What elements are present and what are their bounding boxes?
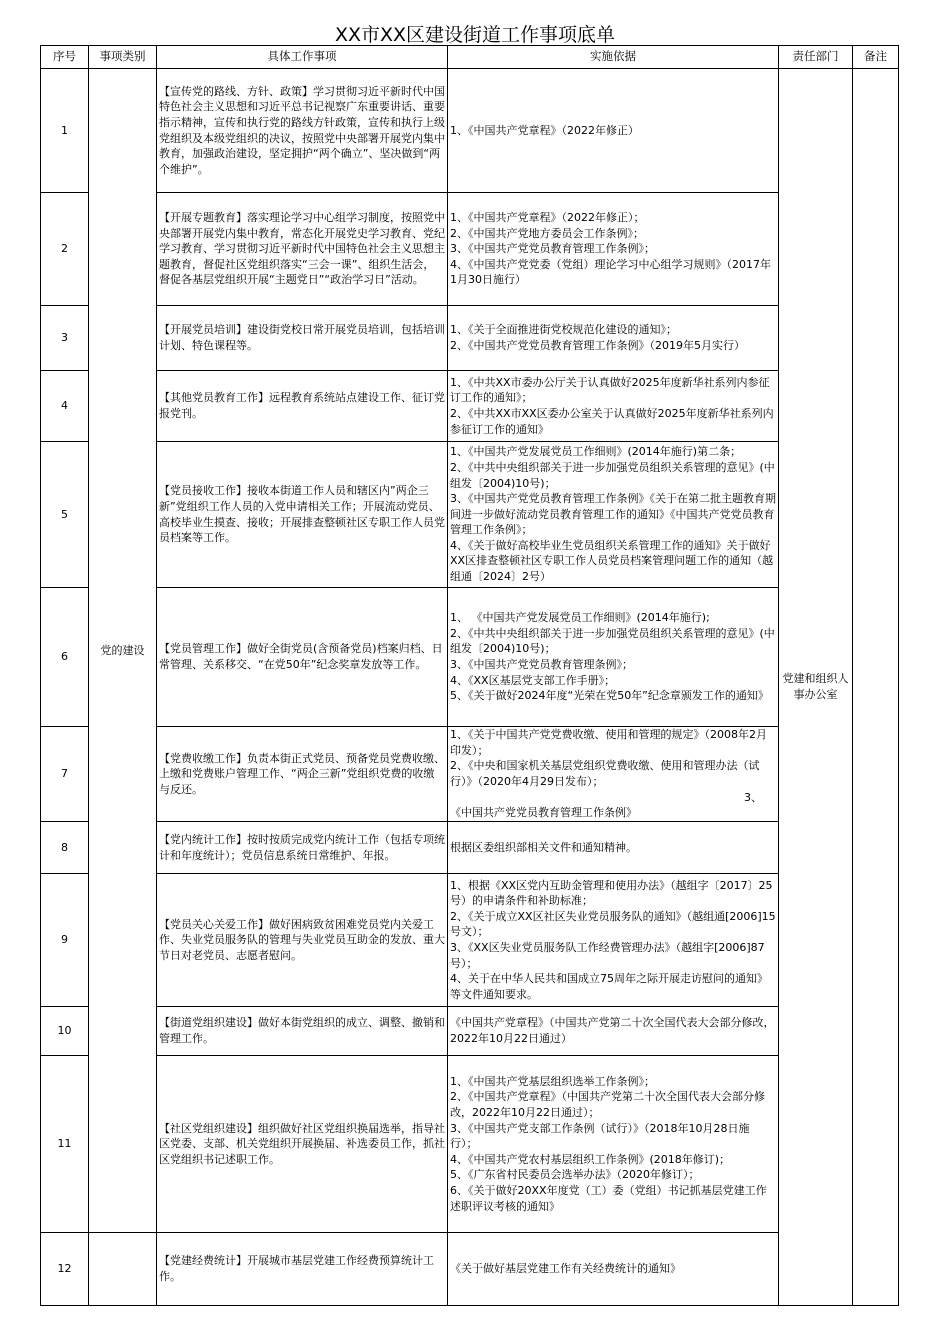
header-work-item: 具体工作事项 [157,46,448,69]
work-item-cell: 【党员管理工作】做好全街党员(含预备党员)档案归档、日常管理、关系移交、“在党50年”纪念奖章发放等工作。 [157,588,448,727]
table-header-row [41,46,899,69]
row-serial: 10 [41,1007,89,1056]
basis-cell [448,1056,779,1233]
basis-line: 《关于做好基层党建工作有关经费统计的通知》 [450,1262,681,1276]
basis-line: 4、《XX区基层党支部工作手册》； [450,673,616,687]
row-serial: 12 [41,1233,89,1306]
basis-cell [448,306,779,371]
work-item-cell: 【党内统计工作】按时按质完成党内统计工作（包括专项统计和年度统计）；党员信息系统日常维护、年报。 [157,822,448,874]
basis-cell [448,193,779,306]
basis-line: 3、《中国共产党支部工作条例（试行）》（2018年10月28日施行）； [450,1121,750,1151]
work-item-cell: 【其他党员教育工作】远程教育系统站点建设工作、征订党报党刊。 [157,371,448,442]
category-cell-empty [89,1233,157,1306]
header-category: 事项类别 [89,46,157,69]
basis-cell [448,69,779,193]
table-row [41,874,899,1007]
remark-cell [853,69,899,1306]
header-serial: 序号 [41,46,89,69]
basis-line: 3、 [744,790,762,804]
basis-cell [448,588,779,727]
basis-line: 4、《中国共产党农村基层组织工作条例》(2018年修订)； [450,1152,731,1166]
work-item-cell: 【宣传党的路线、方针、政策】学习贯彻习近平新时代中国特色社会主义思想和习近平总书记视察广东重要讲话、重要指示精神，宣传和执行党的路线方针政策，宣传和执行上级党组织及本级党组织的决议，按照党中央部署开展党内集中教育，加强政治建设，坚定拥护“两个确立”、坚决做到“两个维护”。 [157,69,448,193]
basis-line: 1、根据《XX区党内互助金管理和使用办法》（越组字〔2017〕25号）的申请条件和补助标准； [450,878,773,908]
work-item-cell: 【党费收缴工作】负责本街正式党员、预备党员党费收缴、上缴和党费账户管理工作、“两企三新”党组织党费的收缴与反还。 [157,727,448,822]
basis-line: 1、《中国共产党章程》（2022年修正） [450,123,639,137]
basis-line: 《中国共产党党员教育管理工作条例》 [450,806,637,820]
row-serial: 8 [41,822,89,874]
row-serial: 6 [41,588,89,727]
row-serial: 4 [41,371,89,442]
table-row [41,442,899,588]
basis-line: 根据区委组织部相关文件和通知精神。 [450,840,637,854]
row-serial: 11 [41,1056,89,1233]
basis-line: 2、《中共XX市XX区委办公室关于认真做好2025年度新华社系列内参征订工作的通知》 [450,407,774,436]
department-cell: 党建和组织人事办公室 [779,69,853,1306]
work-item-cell: 【开展党员培训】建设街党校日常开展党员培训，包括培训计划、特色课程等。 [157,306,448,371]
basis-line: 2、《关于成立XX区社区失业党员服务队的通知》（越组通[2006]15号文）； [450,909,776,939]
basis-line: 2、《中国共产党章程》（中国共产党第二十次全国代表大会部分修改，2022年10月22日通过）； [450,1090,765,1120]
basis-line: 2、《中国共产党党员教育管理工作条例》（2019年5月实行） [450,339,745,352]
basis-cell [448,874,779,1007]
table-row [41,69,899,193]
work-item-cell: 【街道党组织建设】做好本街党组织的成立、调整、撤销和管理工作。 [157,1007,448,1056]
basis-line: 1、《中国共产党章程》（2022年修正）； [450,211,645,225]
work-item-cell: 【党员关心关爱工作】做好困病致贫困难党员党内关爱工作、失业党员服务队的管理与失业党员互助金的发放、重大节日对老党员、志愿者慰问。 [157,874,448,1007]
work-item-cell: 【党建经费统计】开展城市基层党建工作经费预算统计工作。 [157,1233,448,1306]
basis-line: 2、《中共中央组织部关于进一步加强党员组织关系管理的意见》(中组发〔2004)10号)； [450,626,775,656]
basis-line: 1、《中国共产党发展党员工作细则》(2014年施行)第二条； [450,445,742,459]
row-serial: 3 [41,306,89,371]
header-basis: 实施依据 [448,46,779,69]
table-row [41,588,899,727]
table-row [41,306,899,371]
table-row [41,371,899,442]
basis-line: 5、《关于做好2024年度“光荣在党50年”纪念章颁发工作的通知》 [450,689,769,703]
row-serial: 1 [41,69,89,193]
basis-line: 1、《中共XX市委办公厅关于认真做好2025年度新华社系列内参征订工作的通知》； [450,375,770,405]
basis-cell [448,822,779,874]
work-item-cell: 【开展专题教育】落实理论学习中心组学习制度，按照党中央部署开展党内集中教育，常态化开展党史学习教育、党纪学习教育、学习贯彻习近平新时代中国特色社会主义思想主题教育，督促社区党组织落实“三会一课”、组织生活会，督促各基层党组织开展“主题党日”“政治学习日”活动。 [157,193,448,306]
work-item-cell: 【社区党组织建设】组织做好社区党组织换届选举，指导社区党委、支部、机关党组织开展换届、补选委员工作，抓社区党组织书记述职工作。 [157,1056,448,1233]
basis-cell [448,1233,779,1306]
table-row [41,1056,899,1233]
table-row [41,1233,899,1306]
basis-line: 5、《广东省村民委员会选举办法》（2020年修订）； [450,1168,700,1182]
header-remark: 备注 [853,46,899,69]
basis-line: 3、《中国共产党党员教育管理条例》； [450,658,633,671]
category-cell: 党的建设 [89,69,157,1233]
basis-line: 4、《关于做好高校毕业生党员组织关系管理工作的通知》关于做好XX区排查整顿社区专职工作人员党员档案管理问题工作的通知（越组通〔2024〕2号） [450,538,774,584]
table-row [41,193,899,306]
table-row [41,1007,899,1056]
header-department: 责任部门 [779,46,853,69]
table-row [41,727,899,822]
table-row [41,822,899,874]
basis-line: 2、《中国共产党地方委员会工作条例》； [450,226,644,240]
basis-cell [448,727,779,822]
row-serial: 5 [41,442,89,588]
basis-line: 1、《关于全面推进街党校规范化建设的通知》； [450,323,677,337]
basis-line: 《中国共产党章程》（中国共产党第二十次全国代表大会部分修改，2022年10月22日通过） [450,1016,775,1045]
basis-cell [448,442,779,588]
basis-line: 3、《中国共产党党员教育管理工作条例》《关于在第二批主题教育期间进一步做好流动党员教育管理工作的通知》《中国共产党党员教育管理工作条例》； [450,492,776,537]
basis-line: 4、《中国共产党党委（党组）理论学习中心组学习规则》（2017年1月30日施行） [450,257,771,287]
basis-line: 1、《关于中国共产党党费收缴、使用和管理的规定》（2008年2月印发）； [450,728,767,757]
basis-line: 4、关于在中华人民共和国成立75周年之际开展走访慰问的通知》等文件通知要求。 [450,972,768,1001]
work-item-cell: 【党员接收工作】接收本街道工作人员和辖区内”两企三新”党组织工作人员的入党申请相关工作；开展流动党员、高校毕业生摸查、接收；开展排查整顿社区专职工作人员党员档案等工作。 [157,442,448,588]
basis-line: 3、《XX区失业党员服务队工作经费管理办法》（越组字[2006]87号）； [450,941,765,970]
row-serial: 7 [41,727,89,822]
basis-cell [448,1007,779,1056]
page-title: XX市XX区建设街道工作事项底单 [334,24,616,46]
work-items-table [40,45,899,1306]
basis-line: 3、《中国共产党党员教育管理工作条例》； [450,242,655,256]
basis-cell [448,371,779,442]
row-serial: 2 [41,193,89,306]
basis-line: 2、《中央和国家机关基层党组织党费收缴、使用和管理办法（试行）》（2020年4月29日发布）； [450,759,760,788]
basis-line: 1、《中国共产党基层组织选举工作条例》； [450,1074,655,1088]
basis-line: 2、《中共中央组织部关于进一步加强党员组织关系管理的意见》(中组发〔2004)10号)； [450,460,775,490]
row-serial: 9 [41,874,89,1007]
basis-line: 6、《关于做好20XX年度党（工）委（党组）书记抓基层党建工作述职评议考核的通知》 [450,1183,767,1213]
basis-line: 1、 《中国共产党发展党员工作细则》(2014年施行); [450,611,710,625]
